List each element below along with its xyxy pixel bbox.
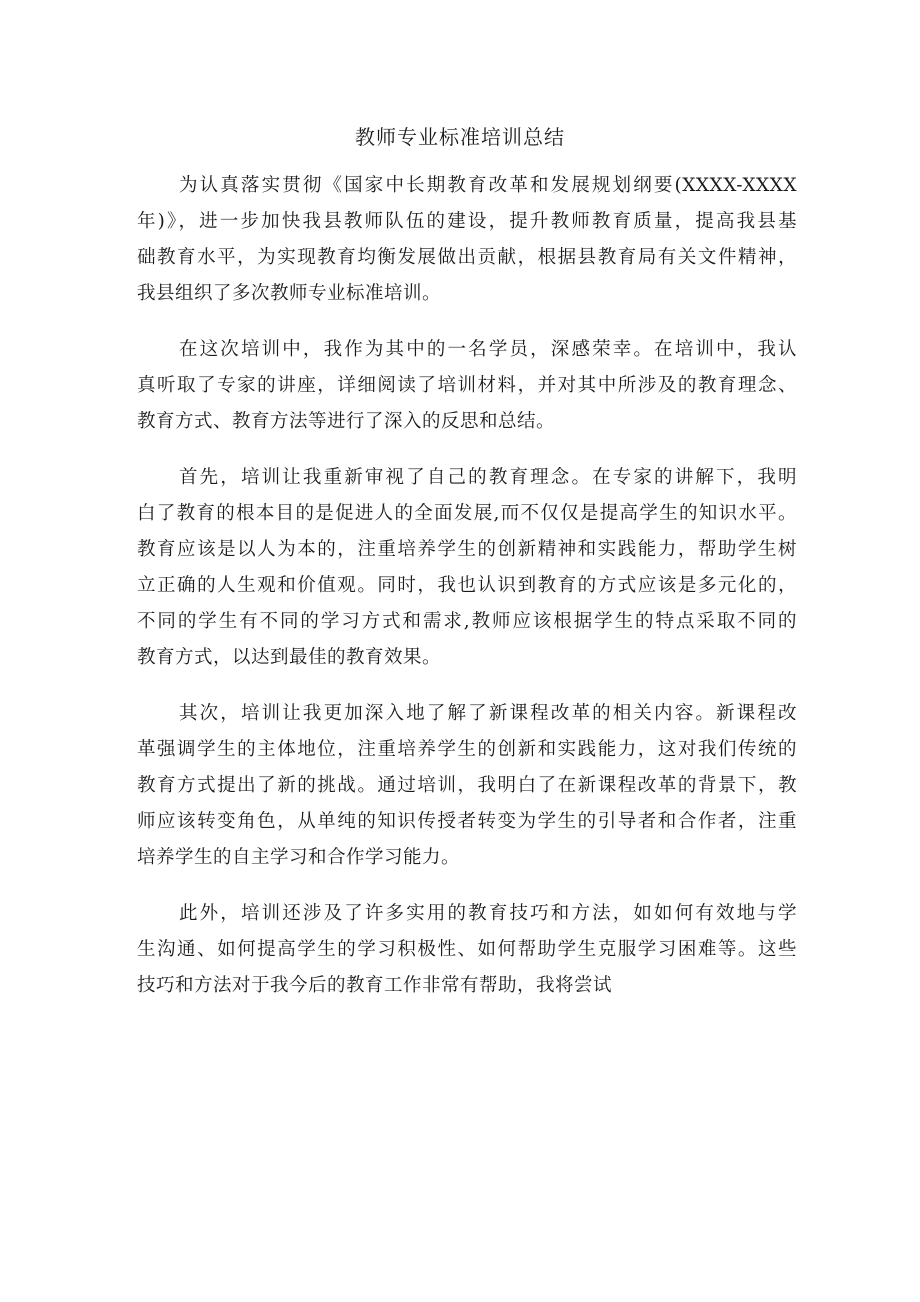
paragraph-2 — [137, 332, 797, 440]
text-line: 生沟通、如何提高学生的学习积极性、如何帮助学生克服学习困难等。这些 — [137, 939, 797, 960]
text-line: 首先，培训让我重新审视了自己的教育理念。在专家的讲解下，我明 — [179, 467, 797, 488]
text-line: 在这次培训中，我作为其中的一名学员，深感荣幸。在培训中，我认 — [179, 339, 797, 360]
text-line: 础教育水平，为实现教育均衡发展做出贡献，根据县教育局有关文件精神， — [137, 247, 797, 268]
text-line: 立正确的人生观和价值观。同时，我也认识到教育的方式应该是多元化的， — [137, 575, 797, 596]
text-line: 教育方式，以达到最佳的教育效果。 — [137, 647, 442, 668]
paragraph-3 — [137, 460, 797, 676]
document-title: 教师专业标准培训总结 — [355, 125, 565, 149]
text-line: 教育方式提出了新的挑战。通过培训，我明白了在新课程改革的背景下，教 — [137, 775, 797, 796]
text-line: 革强调学生的主体地位，注重培养学生的创新和实践能力，这对我们传统的 — [137, 739, 797, 760]
text-line: 教育应该是以人为本的，注重培养学生的创新精神和实践能力，帮助学生树 — [137, 539, 797, 560]
text-line: 技巧和方法对于我今后的教育工作非常有帮助，我将尝试 — [137, 975, 613, 996]
paragraph-4 — [137, 696, 797, 876]
document-body — [137, 168, 797, 1004]
text-line: 培养学生的自主学习和合作学习能力。 — [137, 847, 461, 868]
paragraph-5 — [137, 896, 797, 1004]
text-line: 年)》，进一步加快我县教师队伍的建设，提升教师教育质量，提高我县基 — [137, 211, 797, 232]
text-line: 真听取了专家的讲座，详细阅读了培训材料，并对其中所涉及的教育理念、 — [137, 375, 797, 396]
paragraph-1 — [137, 168, 797, 312]
text-line: 师应该转变角色，从单纯的知识传授者转变为学生的引导者和合作者，注重 — [137, 811, 797, 832]
text-line: 我县组织了多次教师专业标准培训。 — [137, 283, 442, 304]
text-line: 为认真落实贯彻《国家中长期教育改革和发展规划纲要(XXXX-XXXX — [179, 175, 797, 196]
text-line: 此外，培训还涉及了许多实用的教育技巧和方法，如如何有效地与学 — [179, 903, 797, 924]
text-line: 教育方式、教育方法等进行了深入的反思和总结。 — [137, 411, 556, 432]
text-line: 白了教育的根本目的是促进人的全面发展,而不仅仅是提高学生的知识水平。 — [137, 503, 797, 524]
text-line: 不同的学生有不同的学习方式和需求,教师应该根据学生的特点采取不同的 — [137, 611, 797, 632]
text-line: 其次，培训让我更加深入地了解了新课程改革的相关内容。新课程改 — [179, 703, 797, 724]
